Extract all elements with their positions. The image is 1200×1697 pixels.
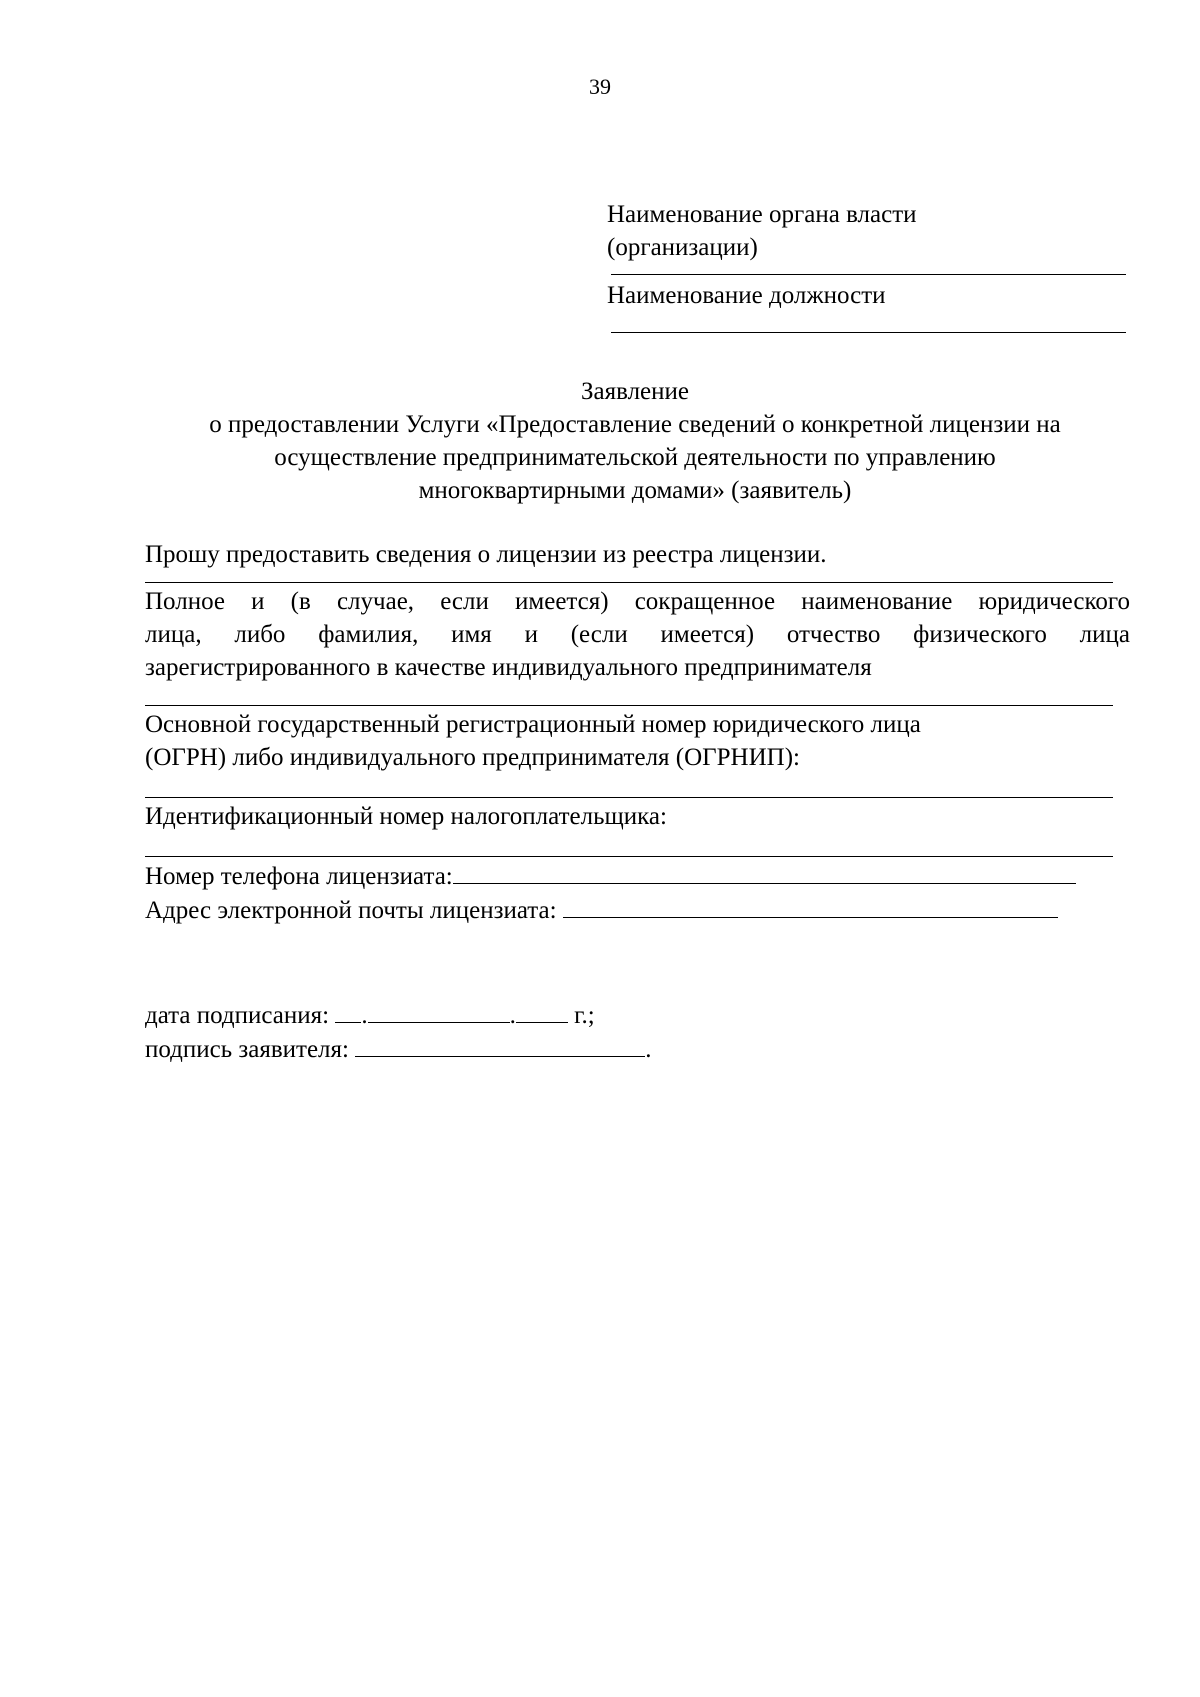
- authority-name-label-line2: (организации): [607, 234, 758, 261]
- phone-field[interactable]: [453, 859, 1076, 884]
- email-field[interactable]: [563, 893, 1058, 918]
- title-line-3: многоквартирными домами» (заявитель): [418, 477, 852, 504]
- date-year-field[interactable]: [516, 998, 568, 1023]
- applicant-name-label-line1: Полное и (в случае, если имеется) сокращенное наименование юридического: [145, 588, 1130, 615]
- inn-label: Идентификационный номер налогоплательщика:: [145, 803, 667, 830]
- date-separator-1: .: [361, 1002, 368, 1029]
- email-label: Адрес электронной почты лицензиата:: [145, 897, 563, 924]
- date-month-field[interactable]: [368, 998, 510, 1023]
- signature-block: [145, 998, 845, 1066]
- document-title: [135, 375, 1135, 507]
- email-row: [145, 893, 1130, 927]
- request-text: Прошу предоставить сведения о лицензии из реестра лицензии.: [145, 541, 827, 568]
- application-body: [145, 538, 1130, 927]
- date-label: дата подписания:: [145, 1002, 336, 1029]
- ogrn-label-line2: (ОГРН) либо индивидуального предпринимателя (ОГРНИП):: [145, 744, 800, 771]
- applicant-name-label-line3: зарегистрированного в качестве индивидуального предпринимателя: [145, 654, 872, 681]
- position-name-field[interactable]: [611, 332, 1126, 333]
- signature-row: [145, 1032, 845, 1066]
- applicant-name-label-line2: лица, либо фамилия, имя и (если имеется) отчество физического лица: [145, 621, 1130, 648]
- position-name-label: Наименование должности: [607, 282, 886, 309]
- phone-row: [145, 859, 1130, 893]
- date-day-field[interactable]: [335, 998, 361, 1023]
- title-line-1: о предоставлении Услуги «Предоставление сведений о конкретной лицензии на: [209, 411, 1061, 438]
- date-separator-2: .: [509, 1002, 516, 1029]
- signature-field[interactable]: [355, 1032, 645, 1057]
- signature-label: подпись заявителя:: [145, 1036, 356, 1063]
- signature-suffix: .: [645, 1036, 652, 1063]
- date-suffix: г.;: [567, 1002, 595, 1029]
- title-line-2: осуществление предпринимательской деятельности по управлению: [274, 444, 996, 471]
- phone-label: Номер телефона лицензиата:: [145, 863, 453, 890]
- date-row: [145, 998, 845, 1032]
- addressee-block: [607, 198, 1129, 333]
- page-number: 39: [589, 74, 611, 99]
- title-heading: Заявление: [580, 378, 690, 405]
- authority-name-label-line1: Наименование органа власти: [607, 201, 917, 228]
- ogrn-label-line1: Основной государственный регистрационный номер юридического лица: [145, 711, 921, 738]
